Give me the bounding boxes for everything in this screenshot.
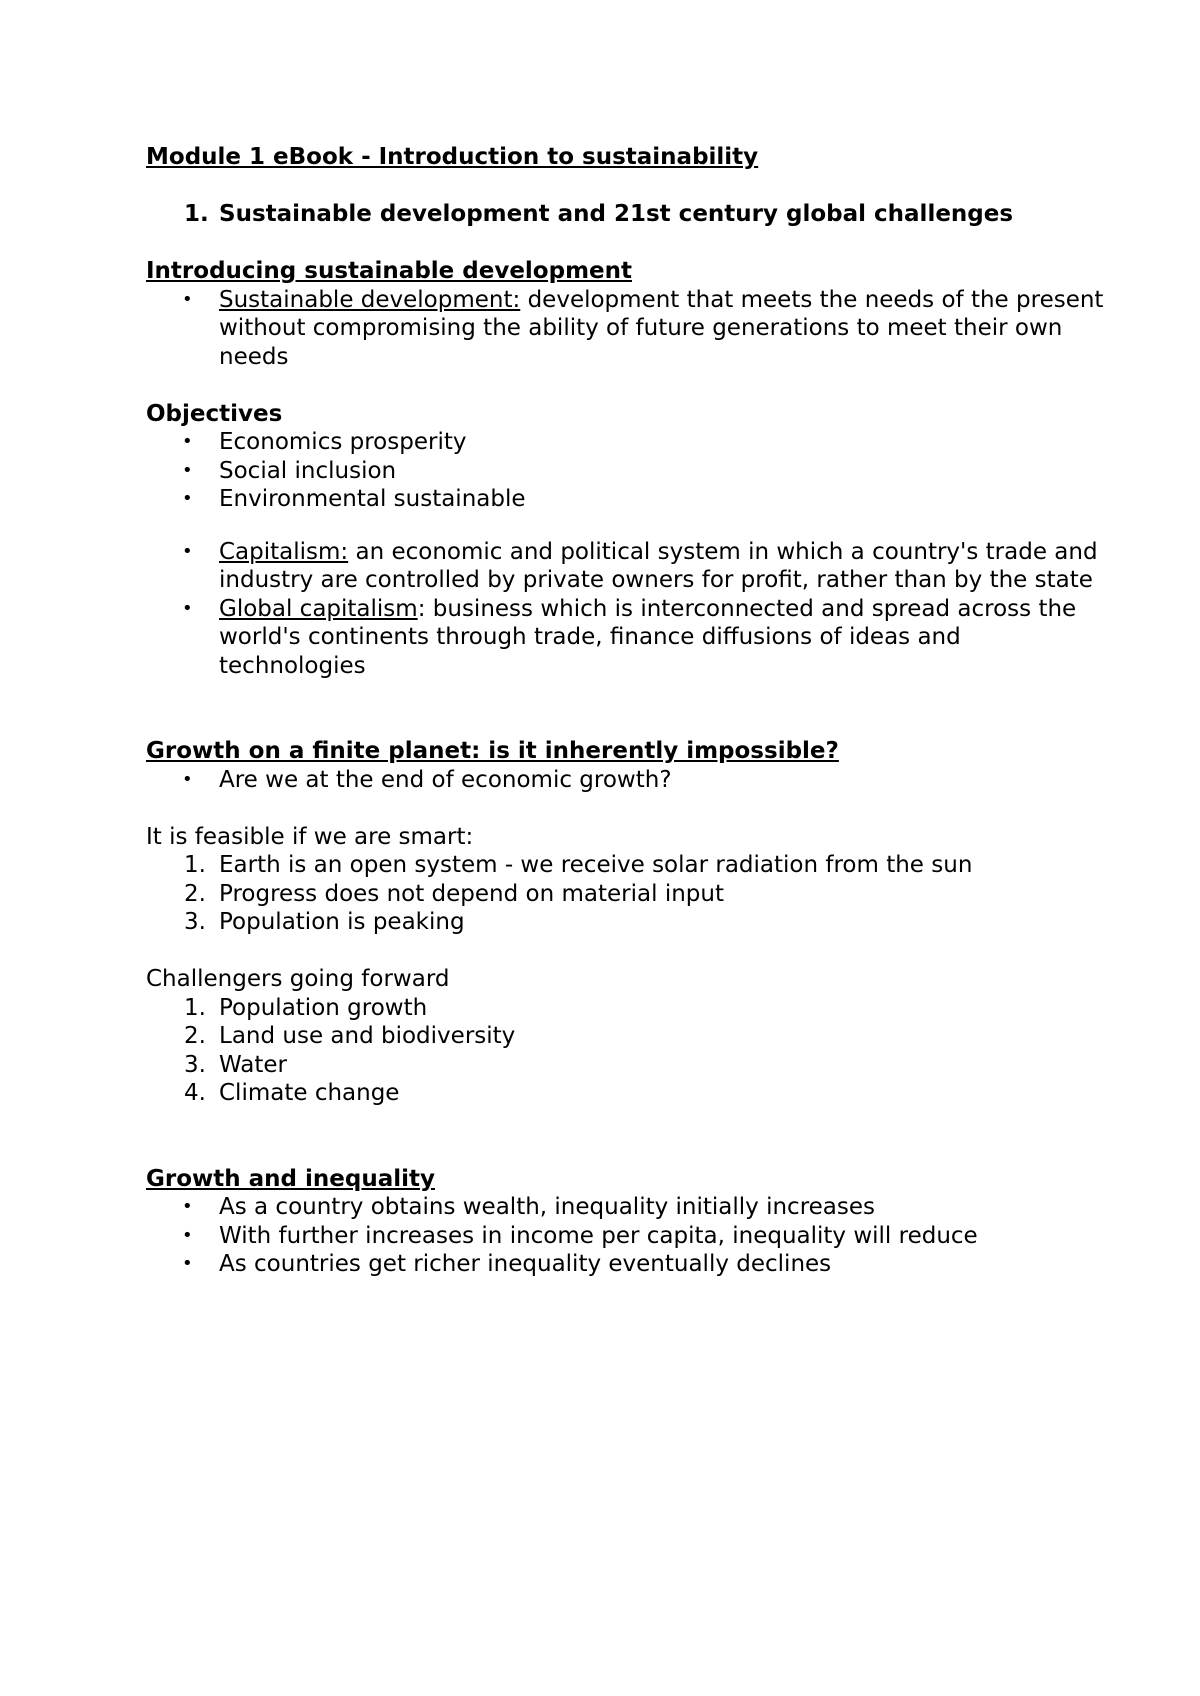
growth-list — [146, 766, 1106, 795]
list-item-text: As countries get richer inequality eventually declines — [219, 1251, 832, 1277]
list-item — [146, 457, 1106, 486]
list-item — [146, 880, 1106, 909]
bullet-marker: • — [182, 768, 193, 790]
inequality-list — [146, 1193, 1106, 1279]
list-item-text: Land use and biodiversity — [219, 1023, 516, 1049]
feasible-intro: It is feasible if we are smart: — [146, 823, 474, 850]
bullet-marker: • — [182, 597, 193, 619]
list-item-text: As a country obtains wealth, inequality initially increases — [219, 1194, 876, 1220]
list-item-text: Social inclusion — [219, 457, 397, 484]
list-item — [146, 595, 1106, 681]
definition-text: development that meets the needs of the present without compromising the ability of future generations to meet their own needs — [219, 286, 1104, 370]
list-number: 4. — [184, 1080, 206, 1106]
list-item — [146, 1222, 1106, 1251]
spacer — [146, 229, 1106, 258]
list-item-text: Economics prosperity — [219, 429, 467, 455]
list-item — [146, 286, 1106, 372]
list-item-text: Population is peaking — [219, 909, 465, 935]
challengers-intro: Challengers going forward — [146, 966, 450, 992]
definition-term: Capitalism: — [219, 538, 349, 565]
list-number: 1. — [184, 994, 206, 1021]
list-item-text: Earth is an open system - we receive solar radiation from the sun — [219, 852, 973, 878]
intro-list — [146, 286, 1106, 372]
bullet-marker: • — [182, 431, 193, 452]
list-number: 2. — [184, 880, 206, 907]
list-item-text: Environmental sustainable — [219, 486, 526, 512]
bullet-marker: • — [182, 288, 193, 310]
list-item — [146, 1193, 1106, 1222]
list-item — [146, 994, 1106, 1023]
bullet-marker: • — [182, 1224, 193, 1246]
section-number: 1. — [184, 201, 209, 227]
list-item-text: Population growth — [219, 994, 428, 1021]
spacer — [146, 514, 1106, 538]
inequality-heading: Growth and inequality — [146, 1165, 435, 1192]
objectives-heading: Objectives — [146, 400, 283, 427]
objectives-list — [146, 428, 1106, 514]
section-heading — [146, 200, 1106, 229]
list-item — [146, 1079, 1106, 1108]
list-item-text: Progress does not depend on material input — [219, 880, 724, 907]
spacer — [146, 794, 1106, 823]
definitions-list — [146, 538, 1106, 681]
bullet-marker: • — [182, 540, 193, 562]
definition-term: Sustainable development: — [219, 286, 521, 313]
list-number: 1. — [184, 852, 206, 878]
bullet-marker: • — [182, 488, 193, 509]
definition-text: an economic and political system in which a country's trade and industry are controlled by private owners for profit, rather than by the state — [219, 538, 1098, 593]
list-number: 2. — [184, 1023, 206, 1049]
growth-heading: Growth on a finite planet: is it inherently impossible? — [146, 738, 839, 764]
list-number: 3. — [184, 1051, 206, 1078]
bullet-marker: • — [182, 1196, 193, 1217]
spacer — [146, 1108, 1106, 1165]
document-content — [146, 143, 1106, 1279]
spacer — [146, 680, 1106, 737]
list-item — [146, 1051, 1106, 1080]
list-item-text: Climate change — [219, 1080, 400, 1106]
list-item — [146, 428, 1106, 457]
feasible-list — [146, 851, 1106, 937]
list-item — [146, 1250, 1106, 1279]
list-number: 3. — [184, 909, 206, 935]
bullet-marker: • — [182, 1253, 193, 1274]
list-item — [146, 1022, 1106, 1051]
intro-heading: Introducing sustainable development — [146, 258, 633, 284]
list-item — [146, 908, 1106, 937]
section-heading-text: Sustainable development and 21st century global challenges — [219, 201, 1014, 227]
list-item-text: With further increases in income per capita, inequality will reduce — [219, 1222, 978, 1249]
list-item — [146, 538, 1106, 595]
list-item — [146, 766, 1106, 795]
list-item-text: Are we at the end of economic growth? — [219, 766, 672, 793]
definition-text: : business which is interconnected and spread across the world's continents through trade, finance diffusions of ideas and technologies — [219, 595, 1077, 679]
challengers-list — [146, 994, 1106, 1108]
list-item — [146, 851, 1106, 880]
spacer — [146, 371, 1106, 400]
bullet-marker: • — [182, 459, 193, 481]
list-item — [146, 485, 1106, 514]
definition-term: Global capitalism — [219, 595, 418, 622]
spacer — [146, 937, 1106, 966]
document-title: Module 1 eBook - Introduction to sustainability — [146, 144, 759, 170]
list-item-text: Water — [219, 1051, 287, 1078]
